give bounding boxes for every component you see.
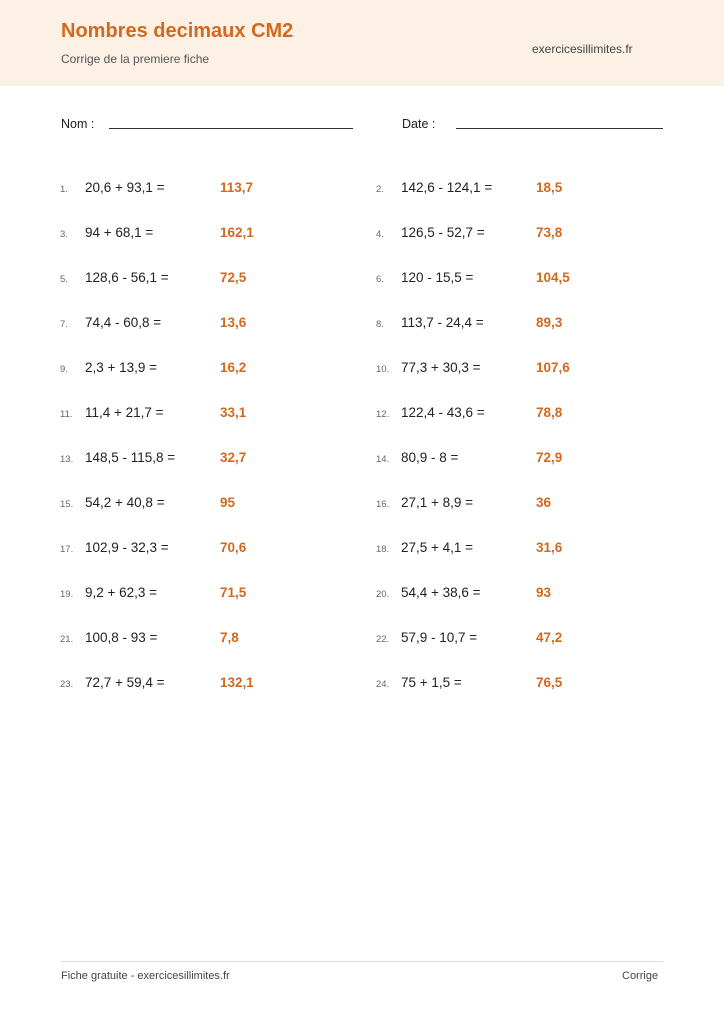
exercise-number: 24. <box>376 679 390 690</box>
footer-right-text: Corrige <box>622 970 659 982</box>
page-subtitle: Corrige de la premiere fiche <box>61 52 210 66</box>
exercise-expression: 27,5 + 4,1 = <box>401 540 474 555</box>
exercise-expression: 94 + 68,1 = <box>85 225 154 240</box>
exercise-item <box>60 495 380 515</box>
exercise-item <box>376 630 696 650</box>
exercise-number: 18. <box>376 544 390 555</box>
exercise-item <box>60 315 380 335</box>
exercise-expression: 72,7 + 59,4 = <box>85 675 165 690</box>
footer-divider <box>61 961 663 962</box>
exercise-item <box>60 180 380 200</box>
exercise-number: 5. <box>60 274 68 285</box>
exercise-number: 9. <box>60 364 68 375</box>
exercise-answer: 47,2 <box>536 630 563 645</box>
exercise-expression: 74,4 - 60,8 = <box>85 315 162 330</box>
exercise-number: 13. <box>60 454 74 465</box>
exercise-item <box>60 405 380 425</box>
exercise-answer: 89,3 <box>536 315 563 330</box>
exercise-item <box>376 270 696 290</box>
exercise-number: 20. <box>376 589 390 600</box>
exercise-expression: 9,2 + 62,3 = <box>85 585 158 600</box>
exercise-number: 23. <box>60 679 74 690</box>
exercise-item <box>60 270 380 290</box>
exercise-number: 17. <box>60 544 74 555</box>
exercise-number: 1. <box>60 184 68 195</box>
date-line <box>456 128 663 129</box>
exercise-number: 8. <box>376 319 384 330</box>
exercise-expression: 57,9 - 10,7 = <box>401 630 478 645</box>
exercise-answer: 95 <box>220 495 236 510</box>
exercise-item <box>376 540 696 560</box>
exercise-item <box>60 540 380 560</box>
exercise-item <box>60 360 380 380</box>
exercise-expression: 54,2 + 40,8 = <box>85 495 165 510</box>
exercise-item <box>376 585 696 605</box>
exercise-item <box>376 315 696 335</box>
exercise-item <box>376 675 696 695</box>
exercise-number: 15. <box>60 499 74 510</box>
exercise-item <box>60 450 380 470</box>
exercise-number: 6. <box>376 274 384 285</box>
exercise-answer: 76,5 <box>536 675 563 690</box>
exercise-number: 4. <box>376 229 384 240</box>
exercise-expression: 54,4 + 38,6 = <box>401 585 481 600</box>
exercise-expression: 27,1 + 8,9 = <box>401 495 474 510</box>
exercise-answer: 31,6 <box>536 540 563 555</box>
exercise-expression: 128,6 - 56,1 = <box>85 270 169 285</box>
exercise-answer: 104,5 <box>536 270 570 285</box>
exercise-expression: 20,6 + 93,1 = <box>85 180 165 195</box>
exercise-answer: 113,7 <box>220 180 254 195</box>
exercise-answer: 73,8 <box>536 225 563 240</box>
exercise-answer: 72,5 <box>220 270 247 285</box>
exercise-item <box>376 180 696 200</box>
exercise-answer: 162,1 <box>220 225 254 240</box>
exercise-answer: 33,1 <box>220 405 247 420</box>
exercise-number: 2. <box>376 184 384 195</box>
exercise-item <box>60 585 380 605</box>
exercise-expression: 122,4 - 43,6 = <box>401 405 485 420</box>
exercise-number: 11. <box>60 409 73 420</box>
exercise-expression: 113,7 - 24,4 = <box>401 315 484 330</box>
exercise-answer: 72,9 <box>536 450 563 465</box>
exercise-expression: 120 - 15,5 = <box>401 270 474 285</box>
exercise-number: 21. <box>60 634 74 645</box>
exercise-expression: 142,6 - 124,1 = <box>401 180 493 195</box>
exercise-item <box>376 405 696 425</box>
exercise-answer: 32,7 <box>220 450 247 465</box>
exercise-expression: 100,8 - 93 = <box>85 630 158 645</box>
exercise-item <box>376 360 696 380</box>
date-label: Date : <box>402 117 436 131</box>
exercise-expression: 11,4 + 21,7 = <box>85 405 164 420</box>
exercise-item <box>376 450 696 470</box>
exercise-number: 16. <box>376 499 390 510</box>
page-title: Nombres decimaux CM2 <box>61 20 294 42</box>
page-header <box>0 0 724 86</box>
exercise-number: 22. <box>376 634 390 645</box>
exercise-item <box>60 675 380 695</box>
exercise-answer: 13,6 <box>220 315 247 330</box>
exercise-expression: 2,3 + 13,9 = <box>85 360 158 375</box>
exercise-answer: 93 <box>536 585 552 600</box>
exercise-expression: 126,5 - 52,7 = <box>401 225 485 240</box>
exercise-expression: 148,5 - 115,8 = <box>85 450 176 465</box>
exercise-item <box>376 225 696 245</box>
exercise-expression: 77,3 + 30,3 = <box>401 360 481 375</box>
exercise-number: 19. <box>60 589 74 600</box>
exercise-item <box>376 495 696 515</box>
exercise-answer: 36 <box>536 495 552 510</box>
footer-left-text: Fiche gratuite - exercicesillimites.fr <box>61 970 230 982</box>
site-name: exercicesillimites.fr <box>532 42 633 56</box>
exercise-number: 12. <box>376 409 390 420</box>
exercise-item <box>60 630 380 650</box>
name-line <box>109 128 353 129</box>
exercise-answer: 7,8 <box>220 630 239 645</box>
exercise-number: 7. <box>60 319 68 330</box>
exercise-expression: 80,9 - 8 = <box>401 450 459 465</box>
exercise-answer: 78,8 <box>536 405 563 420</box>
exercise-number: 14. <box>376 454 390 465</box>
exercise-answer: 18,5 <box>536 180 563 195</box>
exercise-answer: 107,6 <box>536 360 570 375</box>
exercise-answer: 132,1 <box>220 675 254 690</box>
exercise-answer: 16,2 <box>220 360 247 375</box>
exercise-expression: 102,9 - 32,3 = <box>85 540 169 555</box>
exercise-answer: 71,5 <box>220 585 247 600</box>
exercise-number: 10. <box>376 364 390 375</box>
name-label: Nom : <box>61 117 95 131</box>
exercise-number: 3. <box>60 229 68 240</box>
exercise-item <box>60 225 380 245</box>
exercise-answer: 70,6 <box>220 540 247 555</box>
exercise-expression: 75 + 1,5 = <box>401 675 462 690</box>
